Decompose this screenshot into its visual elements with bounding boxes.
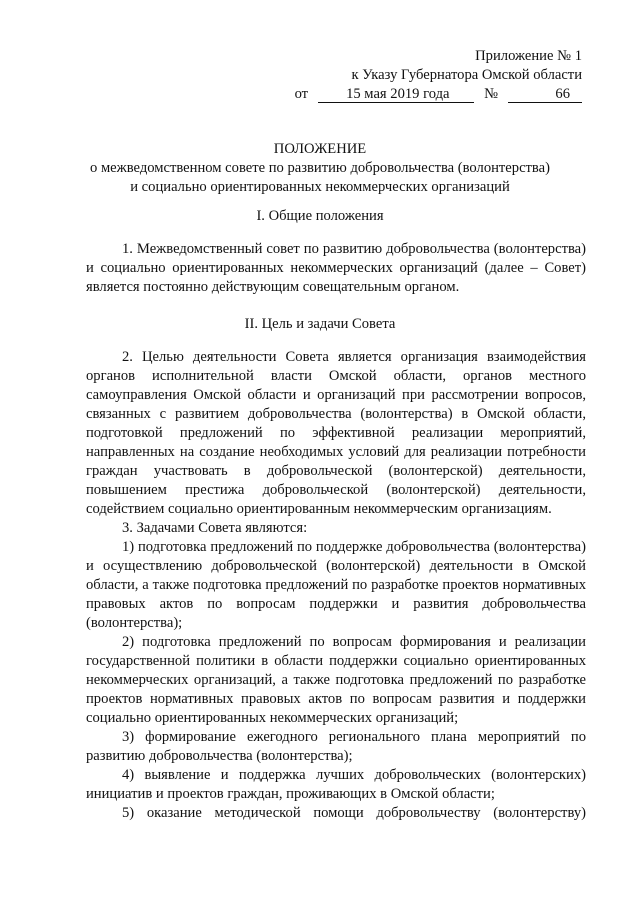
appendix-decree-reference: к Указу Губернатора Омской области	[351, 67, 582, 83]
task-item-3: 3) формирование ежегодного регионального плана мероприятий по развитию добровольчества (волонтерства);	[86, 729, 586, 764]
section-1-heading: I. Общие положения	[256, 208, 384, 224]
section-2-heading: II. Цель и задачи Совета	[244, 316, 396, 332]
task-item-5: 5) оказание методической помощи добровольчеству (волонтерству)	[122, 805, 586, 821]
appendix-number: Приложение № 1	[475, 48, 582, 64]
section-2-body	[86, 348, 586, 823]
appendix-date-line	[295, 85, 582, 104]
document-title	[60, 140, 580, 197]
decree-number: 66	[508, 86, 582, 103]
number-label: №	[484, 86, 498, 102]
from-label: от	[294, 86, 309, 102]
appendix-header	[295, 47, 582, 104]
title-line-3: и социально ориентированных некоммерческих организаций	[130, 179, 510, 195]
paragraph-1: 1. Межведомственный совет по развитию добровольчества (волонтерства) и социально ориентированных некоммерческих организаций (далее – Совет) является постоянно действующим совещательным органом.	[86, 241, 586, 295]
title-line-2: о межведомственном совете по развитию добровольчества (волонтерства)	[90, 160, 550, 176]
task-item-1: 1) подготовка предложений по поддержке добровольчества (волонтерства) и осуществлению добровольческой (волонтерской) деятельности в Омской области, а также подготовка предложений по разработке проектов нормативных правовых актов по вопросам поддержки и развития добровольчества (волонтерства);	[86, 539, 586, 631]
task-item-4: 4) выявление и поддержка лучших добровольческих (волонтерских) инициатив и проектов граждан, проживающих в Омской области;	[86, 767, 586, 802]
paragraph-3: 3. Задачами Совета являются:	[122, 520, 308, 536]
section-1-body	[86, 240, 586, 297]
decree-date: 15 мая 2019 года	[318, 86, 474, 103]
task-item-2: 2) подготовка предложений по вопросам формирования и реализации государственной политики в области поддержки социально ориентированных некоммерческих организаций, а также подготовка предложений по разработке проектов нормативных правовых актов по вопросам развития и поддержки социально ориентированных некоммерческих организаций;	[86, 634, 586, 726]
title-heading: ПОЛОЖЕНИЕ	[273, 141, 367, 157]
paragraph-2: 2. Целью деятельности Совета является организация взаимодействия органов исполнительной власти Омской области, органов местного самоуправления Омской области и организаций при рассмотрении вопросов, связанных с развитием добровольчества (волонтерства) в Омской области, подготовкой предложений по эффективной реализации мероприятий, направленных на создание необходимых условий для реализации потребности граждан участвовать в добровольческой (волонтерской) деятельности, повышением престижа добровольческой (волонтерской) деятельности, содействием социально ориентированным некоммерческим организациям.	[86, 349, 586, 517]
